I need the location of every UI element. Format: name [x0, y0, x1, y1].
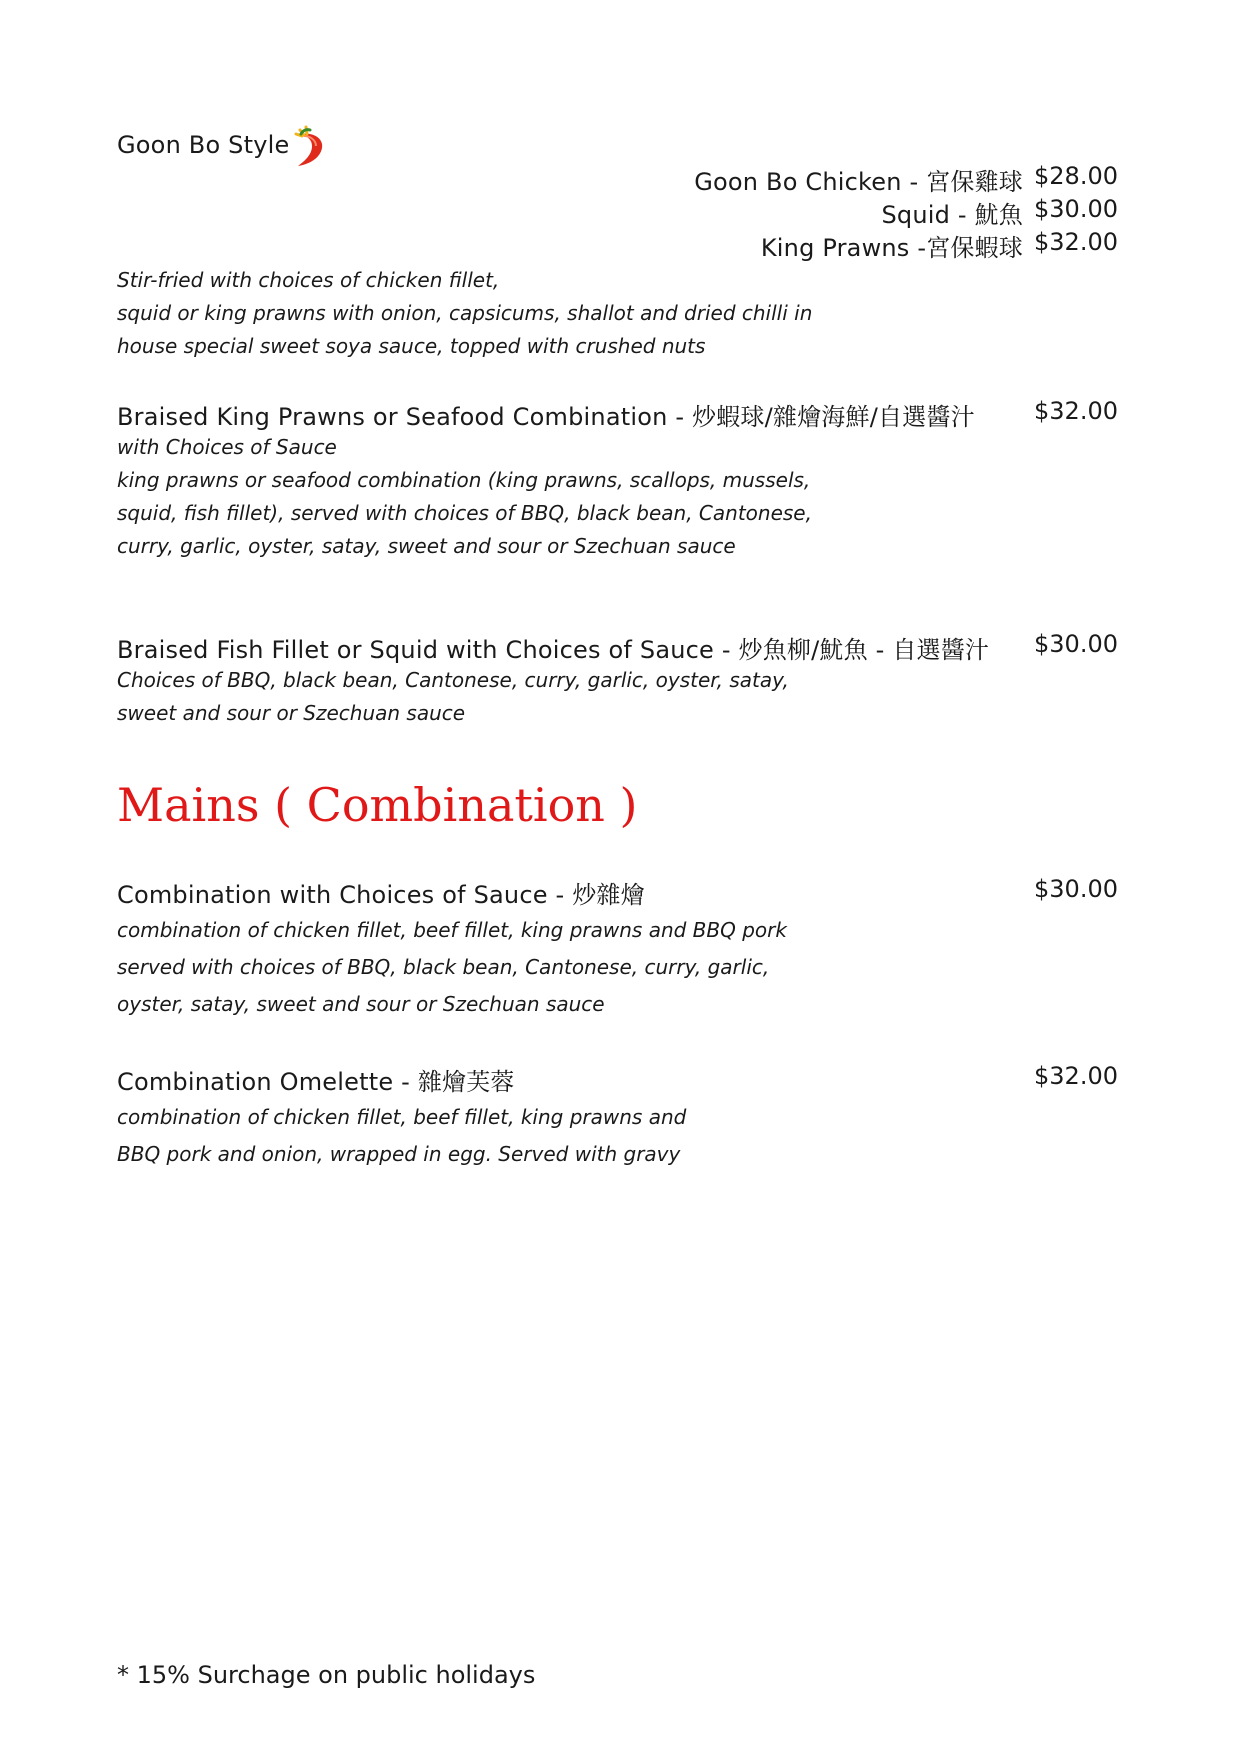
- menu-item-description: BBQ pork and onion, wrapped in egg. Served with gravy: [117, 1142, 681, 1166]
- menu-item-description: king prawns or seafood combination (king prawns, scallops, mussels,: [117, 468, 811, 492]
- menu-item-name: Braised Fish Fillet or Squid with Choices of Sauce - 炒魚柳/魷魚 - 自選醬汁: [117, 636, 990, 664]
- menu-item-price: $32.00: [1034, 1062, 1118, 1090]
- menu-item-description: Choices of BBQ, black bean, Cantonese, curry, garlic, oyster, satay,: [117, 668, 789, 692]
- menu-item-description: combination of chicken fillet, beef fillet, king prawns and: [117, 1105, 687, 1129]
- section-title-goon-bo: Goon Bo Style: [117, 131, 290, 159]
- menu-item-description: house special sweet soya sauce, topped with crushed nuts: [117, 334, 706, 358]
- section-heading-mains: Mains ( Combination ): [117, 778, 638, 832]
- menu-item-price: $28.00: [1034, 162, 1118, 190]
- menu-item-description: sweet and sour or Szechuan sauce: [117, 701, 466, 725]
- menu-item-name: Combination with Choices of Sauce - 炒雜燴: [117, 881, 645, 909]
- menu-item-price: $32.00: [1034, 228, 1118, 256]
- footer-note: * 15% Surchage on public holidays: [117, 1661, 536, 1689]
- menu-item-price: $30.00: [1034, 630, 1118, 658]
- menu-item-price: $30.00: [1034, 875, 1118, 903]
- menu-item-description: curry, garlic, oyster, satay, sweet and sour or Szechuan sauce: [117, 534, 736, 558]
- menu-item-name: Squid - 魷魚: [881, 201, 1023, 229]
- menu-item-description: oyster, satay, sweet and sour or Szechuan sauce: [117, 992, 605, 1016]
- menu-item-name: King Prawns -宮保蝦球: [760, 234, 1023, 262]
- menu-item-name: Braised King Prawns or Seafood Combination - 炒蝦球/雜燴海鮮/自選醬汁: [117, 403, 975, 431]
- menu-item-name: Combination Omelette - 雜燴芙蓉: [117, 1068, 515, 1096]
- menu-item-price: $32.00: [1034, 397, 1118, 425]
- menu-item-description: Stir-fried with choices of chicken fillet,: [117, 268, 500, 292]
- menu-item-description: served with choices of BBQ, black bean, Cantonese, curry, garlic,: [117, 955, 770, 979]
- menu-item-description: squid, fish fillet), served with choices of BBQ, black bean, Cantonese,: [117, 501, 812, 525]
- menu-item-description: squid or king prawns with onion, capsicums, shallot and dried chilli in: [117, 301, 813, 325]
- menu-item-name: Goon Bo Chicken - 宮保雞球: [694, 168, 1023, 196]
- menu-item-price: $30.00: [1034, 195, 1118, 223]
- menu-item-description: combination of chicken fillet, beef fillet, king prawns and BBQ pork: [117, 918, 787, 942]
- chili-pepper-icon: [290, 124, 330, 168]
- menu-item-subtitle: with Choices of Sauce: [117, 435, 337, 459]
